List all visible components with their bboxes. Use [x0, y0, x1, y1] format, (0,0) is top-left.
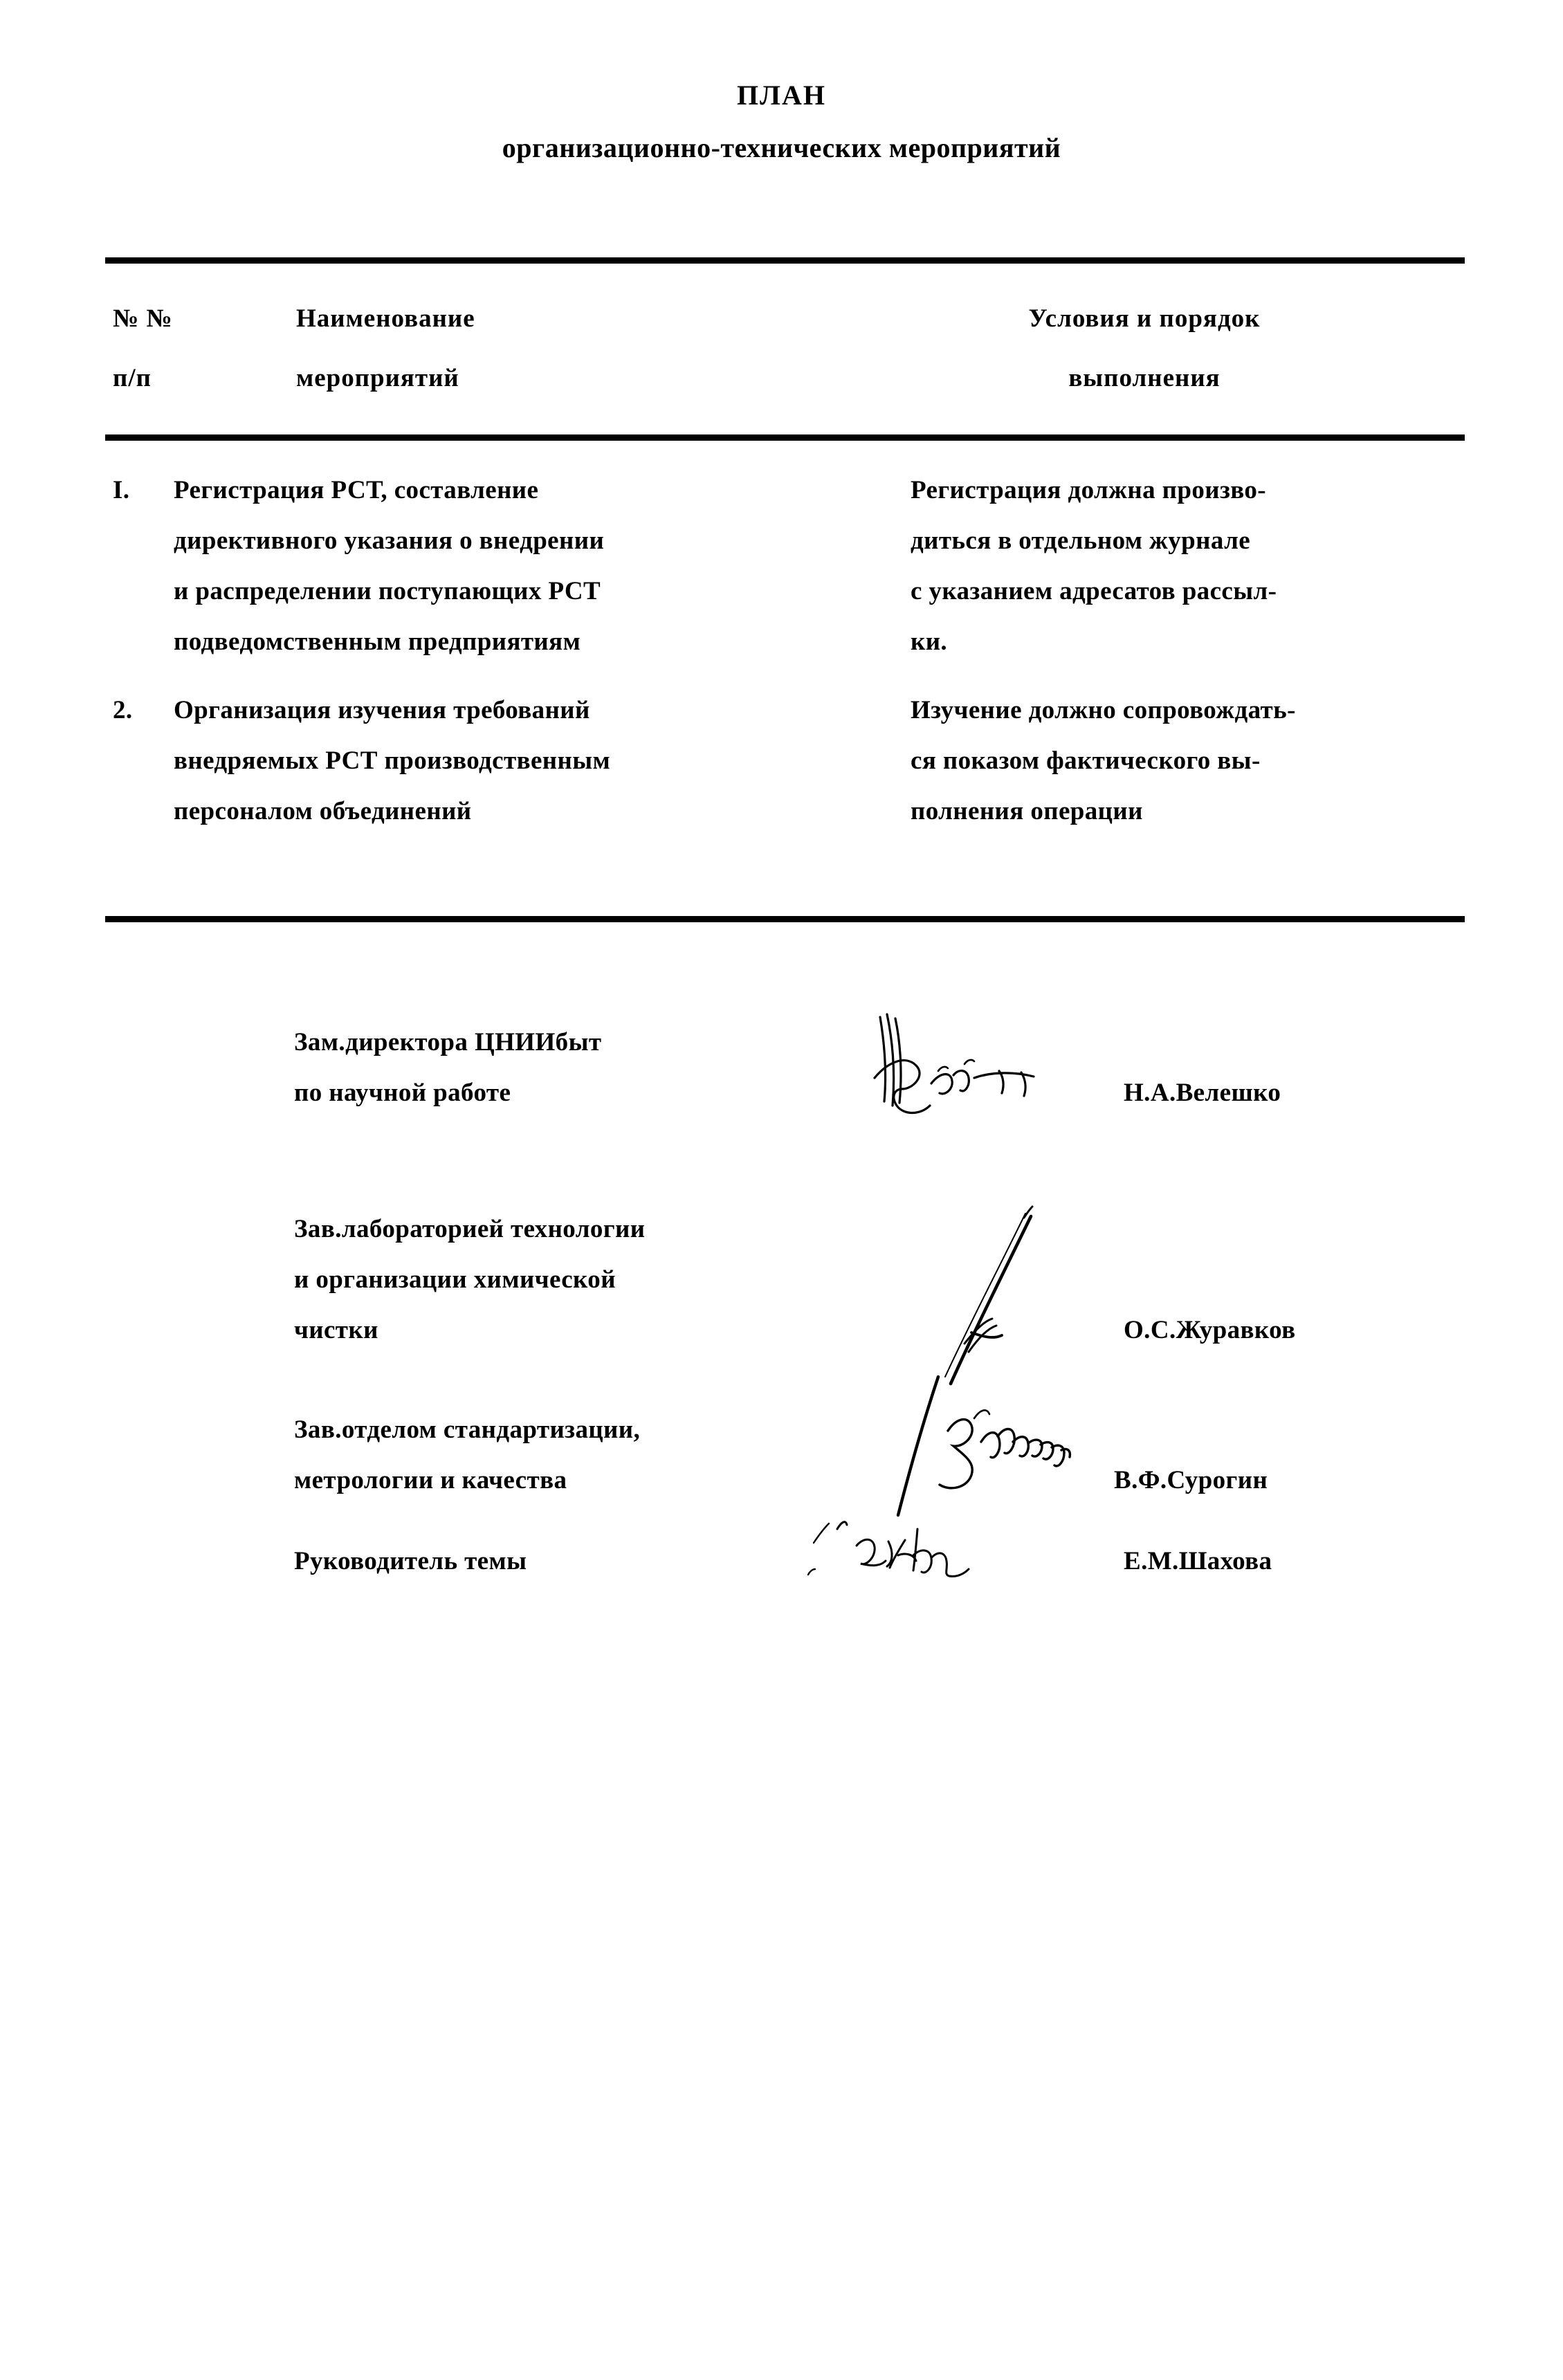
table-rule-top [105, 257, 1465, 264]
signature-name: О.С.Журавков [1124, 1316, 1296, 1344]
measure-line: персоналом объединений [174, 797, 472, 825]
cell-conditions [911, 685, 1478, 836]
handwritten-signature-icon [920, 1196, 1093, 1389]
column-header-measures [296, 289, 850, 408]
signature-title [294, 1536, 903, 1586]
signature-title [294, 1404, 903, 1505]
column-header-conditions-line2: выполнения [1068, 364, 1221, 392]
signature-title [294, 1204, 903, 1355]
signature-title-line: по научной работе [294, 1079, 511, 1107]
column-header-conditions [916, 289, 1373, 408]
signature-title [294, 1017, 903, 1118]
measure-line: директивного указания о внедрении [174, 527, 605, 555]
column-header-number-line1: № № [113, 304, 173, 333]
row-number: 2. [113, 696, 133, 724]
measure-line: и распределении поступающих РСТ [174, 577, 601, 605]
column-header-measures-line1: Наименование [296, 304, 475, 333]
table-body [0, 465, 1563, 837]
row-number: I. [113, 476, 130, 504]
signature-name: Н.А.Велешко [1124, 1079, 1281, 1107]
signature-group [0, 1204, 1563, 1404]
signature-title-line: Зам.директора ЦНИИбыт [294, 1028, 602, 1056]
condition-line: полнения операции [911, 797, 1143, 825]
signature-title-line: чистки [294, 1316, 378, 1344]
cell-measures [113, 465, 895, 667]
condition-line: Регистрация должна произво- [911, 476, 1267, 504]
signature-title-line: Зав.отделом стандартизации, [294, 1416, 641, 1444]
measure-line: внедряемых РСТ производственным [174, 747, 611, 775]
measure-text: Регистрация РСТ, составление [174, 476, 539, 504]
condition-line: диться в отдельном журнале [911, 527, 1251, 555]
condition-line: ся показом фактического вы- [911, 747, 1261, 775]
condition-line: Изучение должно сопровождать- [911, 696, 1296, 724]
column-header-measures-line2: мероприятий [296, 364, 459, 392]
title-main: ПЛАН [737, 80, 826, 111]
signature-title-line: метрологии и качества [294, 1466, 567, 1494]
title-subtitle: организационно-технических мероприятий [502, 132, 1061, 163]
table-rule-bottom [105, 916, 1465, 922]
column-header-number [113, 289, 272, 408]
table-row [0, 685, 1563, 837]
signature-group [0, 1017, 1563, 1204]
condition-line: с указанием адресатов рассыл- [911, 577, 1277, 605]
signature-block [0, 1017, 1563, 1619]
measure-line: подведомственным предприятиям [174, 628, 581, 656]
column-header-number-line2: п/п [113, 364, 152, 392]
table-row [0, 465, 1563, 667]
signature-title-line: Руководитель темы [294, 1547, 527, 1575]
table-rule-middle [105, 434, 1465, 441]
page-title [0, 82, 1563, 162]
cell-measures [113, 685, 895, 836]
signature-name: Е.М.Шахова [1124, 1547, 1272, 1575]
table-header [0, 289, 1563, 428]
column-header-conditions-line1: Условия и порядок [1028, 304, 1261, 333]
measure-line [113, 685, 895, 735]
signature-group [0, 1536, 1563, 1619]
measure-text: Организация изучения требований [174, 696, 590, 724]
cell-conditions [911, 465, 1478, 667]
signature-title-line: Зав.лабораторией технологии [294, 1215, 646, 1243]
measure-line [113, 465, 895, 515]
signature-name: В.Ф.Сурогин [1114, 1466, 1268, 1494]
signature-group [0, 1404, 1563, 1536]
signature-title-line: и организации химической [294, 1265, 616, 1294]
condition-line: ки. [911, 628, 948, 656]
